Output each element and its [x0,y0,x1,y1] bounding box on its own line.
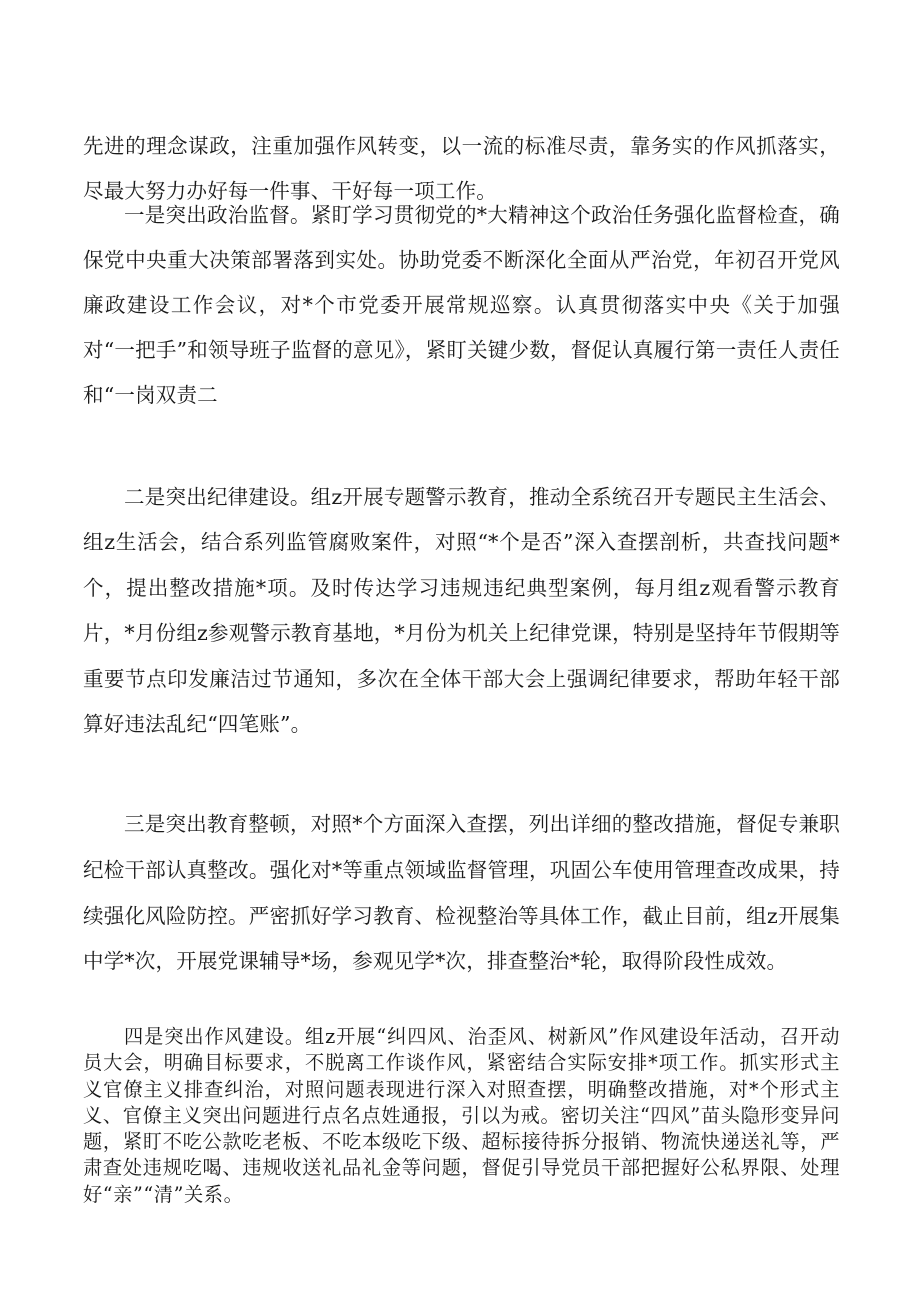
paragraph-continuation: 先进的理念谋政，注重加强作风转变，以一流的标准尽责，靠务实的作风抓落实，尽最大努力办好每一件事、干好每一项工作。 [83,134,840,203]
paragraph-work-style-building: 四是突出作风建设。组z开展“纠四风、治歪风、树新风”作风建设年活动，召开动员大会，明确目标要求，不脱离工作谈作风，紧密结合实际安排*项工作。抓实形式主义官僚主义排查纠治，对照问题表现进行深入对照查摆，明确整改措施，对*个形式主义、官僚主义突出问题进行点名点姓通报，引以为戒。密切关注“四风”苗头隐形变异问题，紧盯不吃公款吃老板、不吃本级吃下级、超标接待拆分报销、物流快递送礼等，严肃查处违规吃喝、违规收送礼品礼金等问题，督促引导党员干部把握好公私界限、处理好“亲”“清”关系。 [83,1025,840,1206]
paragraph-discipline-building: 二是突出纪律建设。组z开展专题警示教育，推动全系统召开专题民主生活会、组z生活会，结合系列监管腐败案件，对照“*个是否”深入查摆剖析，共查找问题*个，提出整改措施*项。及时传达学习违规违纪典型案例，每月组z观看警示教育片，*月份组z参观警示教育基地，*月份为机关上纪律党课，特别是坚持年节假期等重要节点印发廉洁过节通知，多次在全体干部大会上强调纪律要求，帮助年轻干部算好违法乱纪“四笔账”。 [83,485,840,737]
paragraph-education-rectification: 三是突出教育整顿，对照*个方面深入查摆，列出详细的整改措施，督促专兼职纪检干部认真整改。强化对*等重点领域监督管理，巩固公车使用管理查改成果，持续强化风险防控。严密抓好学习教育、检视整治等具体工作，截止目前，组z开展集中学*次，开展党课辅导*场，参观见学*次，排查整治*轮，取得阶段性成效。 [83,812,840,974]
paragraph-political-supervision: 一是突出政治监督。紧盯学习贯彻党的*大精神这个政治任务强化监督检查，确保党中央重大决策部署落到实处。协助党委不断深化全面从严治党，年初召开党风廉政建设工作会议，对*个市党委开展常规巡察。认真贯彻落实中央《关于加强对“一把手”和领导班子监督的意见》，紧盯关键少数，督促认真履行第一责任人责任和“一岗双责二 [83,203,840,407]
